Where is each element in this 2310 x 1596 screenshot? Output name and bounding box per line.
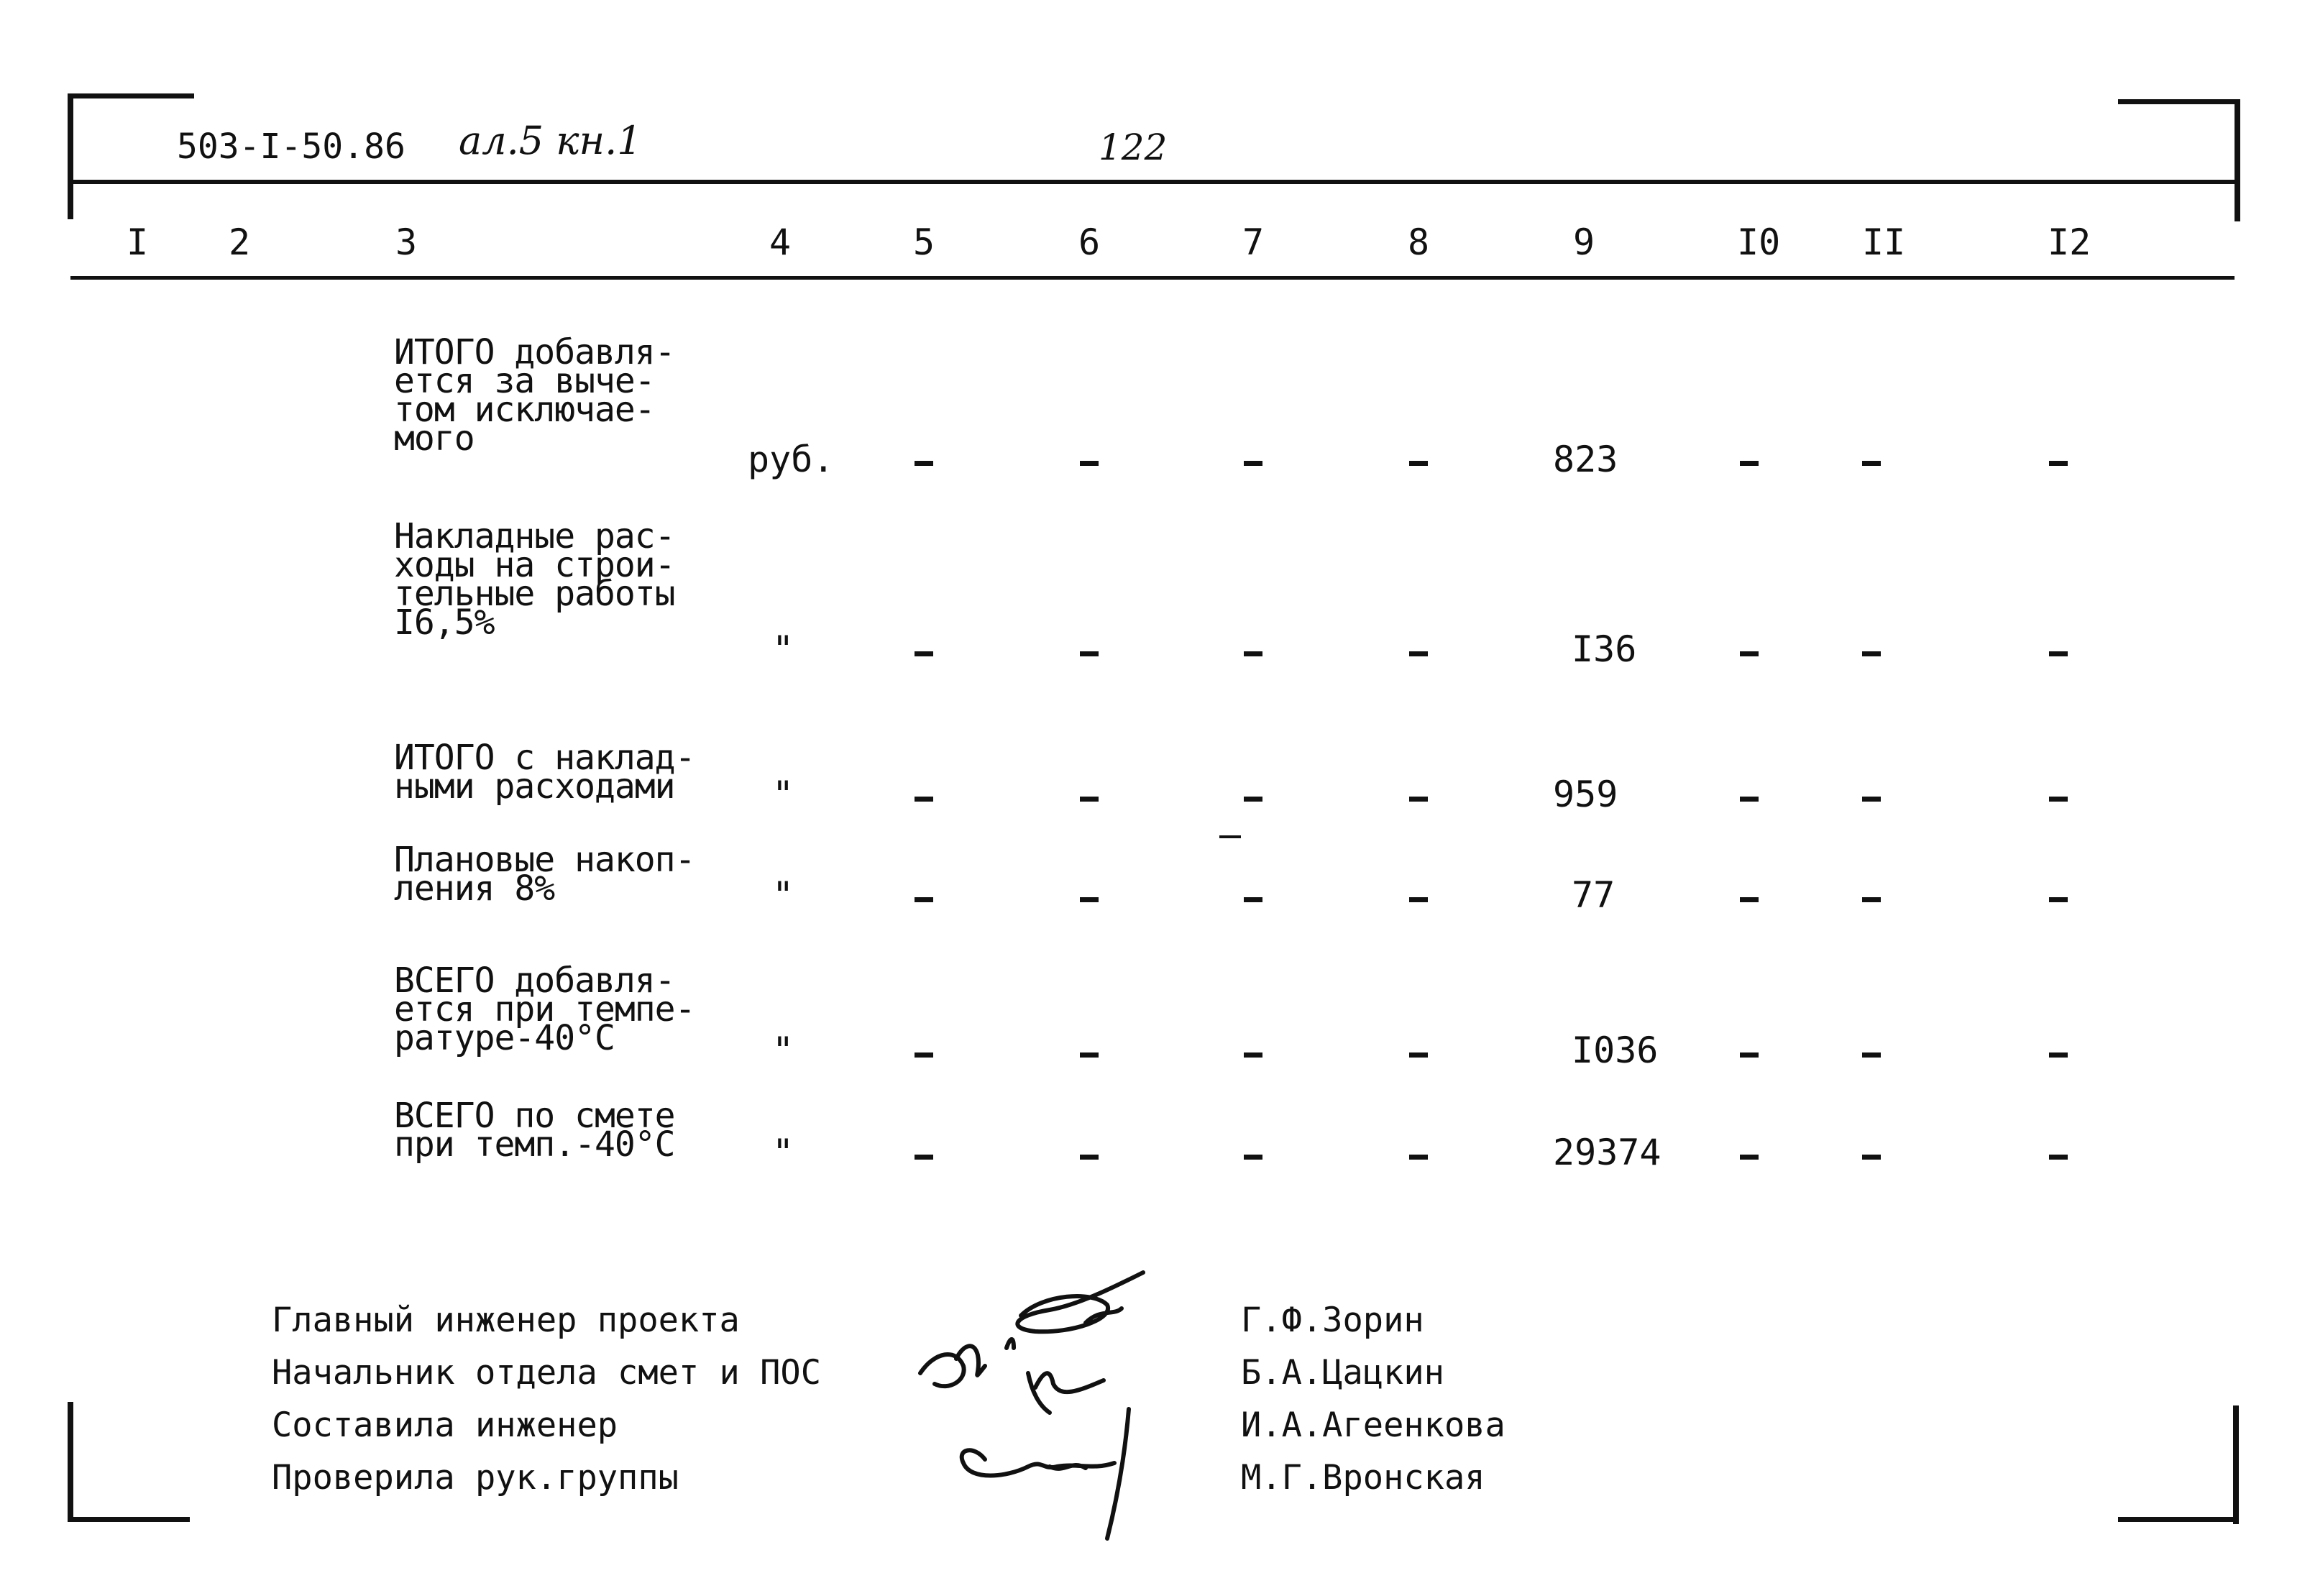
empty-cell-dash xyxy=(1740,1155,1759,1160)
frame-top-right-edge xyxy=(2118,99,2240,104)
empty-cell-dash xyxy=(1244,1155,1262,1160)
empty-cell-dash xyxy=(1080,1052,1099,1058)
frame-right-bottom-edge xyxy=(2233,1405,2239,1524)
row-value: I036 xyxy=(1572,1029,1659,1071)
empty-cell-dash xyxy=(1244,797,1262,802)
empty-cell-dash xyxy=(1862,797,1881,802)
handwritten-signatures xyxy=(906,1265,1222,1553)
signatory-name: Г.Ф.Зорин xyxy=(1241,1301,1424,1340)
empty-cell-dash xyxy=(1862,461,1881,466)
row-label: ИТОГО добавля- ется за выче- том исключае- мого xyxy=(394,332,675,459)
empty-cell-dash xyxy=(1409,1052,1428,1058)
empty-cell-dash xyxy=(915,1155,933,1160)
column-number-11: II xyxy=(1862,221,1906,263)
column-number-7: 7 xyxy=(1242,221,1265,263)
empty-cell-dash xyxy=(1740,797,1759,802)
column-number-9: 9 xyxy=(1573,221,1595,263)
row-label: ВСЕГО по смете при темп.-40°С xyxy=(394,1096,675,1165)
column-number-6: 6 xyxy=(1078,221,1101,263)
row-unit: " xyxy=(772,874,794,916)
column-number-rule xyxy=(70,276,2235,280)
row-label: ИТОГО с наклад- ными расходами xyxy=(394,738,695,807)
empty-cell-dash xyxy=(1740,651,1759,656)
empty-cell-dash xyxy=(915,1052,933,1058)
empty-cell-dash xyxy=(1409,461,1428,466)
row-value: I36 xyxy=(1572,628,1637,670)
signatory-name: Б.А.Цацкин xyxy=(1241,1353,1444,1393)
empty-cell-dash xyxy=(2049,797,2068,802)
empty-cell-dash xyxy=(2049,461,2068,466)
column-number-4: 4 xyxy=(769,221,792,263)
row-value: 29374 xyxy=(1553,1132,1662,1173)
empty-cell-dash xyxy=(1740,897,1759,902)
empty-cell-dash xyxy=(1080,461,1099,466)
frame-bottom-left-edge xyxy=(68,1517,190,1522)
signature-position: Главный инженер проекта xyxy=(272,1301,740,1340)
row-label: Плановые накоп- ления 8% xyxy=(394,840,695,909)
row-label: Накладные рас- ходы на строи- тельные работы I6,5% xyxy=(394,516,675,643)
empty-cell-dash xyxy=(1244,651,1262,656)
empty-cell-dash xyxy=(915,461,933,466)
empty-cell-dash xyxy=(1080,1155,1099,1160)
empty-cell-dash xyxy=(1244,461,1262,466)
signature-position: Составила инженер xyxy=(272,1405,618,1445)
empty-cell-dash xyxy=(1862,1052,1881,1058)
column-number-1: I xyxy=(127,221,149,263)
row-unit: " xyxy=(772,1029,794,1071)
frame-left-bottom-edge xyxy=(68,1402,73,1521)
stray-mark xyxy=(1219,835,1241,838)
empty-cell-dash xyxy=(1080,797,1099,802)
frame-left-top-edge xyxy=(68,93,73,219)
empty-cell-dash xyxy=(1409,797,1428,802)
signatory-name: М.Г.Вронская xyxy=(1241,1458,1485,1498)
empty-cell-dash xyxy=(915,797,933,802)
row-label: ВСЕГО добавля- ется при темпе- ратуре-40°С xyxy=(394,960,695,1058)
album-note: ал.5 кн.1 xyxy=(459,118,642,163)
page-number: 122 xyxy=(1099,127,1168,168)
empty-cell-dash xyxy=(1862,651,1881,656)
column-number-12: I2 xyxy=(2048,221,2091,263)
document-code: 503-I-50.86 xyxy=(177,127,405,167)
signature-vronskaya xyxy=(962,1409,1129,1538)
empty-cell-dash xyxy=(1080,651,1099,656)
column-number-10: I0 xyxy=(1737,221,1781,263)
empty-cell-dash xyxy=(2049,651,2068,656)
signature-position: Начальник отдела смет и ПОС xyxy=(272,1353,822,1393)
signatory-name: И.А.Агеенкова xyxy=(1241,1405,1505,1445)
empty-cell-dash xyxy=(1244,1052,1262,1058)
empty-cell-dash xyxy=(1862,1155,1881,1160)
signature-tsatskin xyxy=(920,1339,1104,1392)
empty-cell-dash xyxy=(2049,1155,2068,1160)
empty-cell-dash xyxy=(1409,651,1428,656)
column-number-3: 3 xyxy=(395,221,418,263)
empty-cell-dash xyxy=(1409,897,1428,902)
empty-cell-dash xyxy=(915,897,933,902)
frame-right-top-edge xyxy=(2235,99,2240,221)
frame-top-left-edge xyxy=(68,93,194,98)
empty-cell-dash xyxy=(2049,1052,2068,1058)
signature-position: Проверила рук.группы xyxy=(272,1458,679,1498)
row-unit: " xyxy=(772,774,794,815)
frame-bottom-right-edge xyxy=(2118,1517,2239,1522)
empty-cell-dash xyxy=(1740,1052,1759,1058)
empty-cell-dash xyxy=(915,651,933,656)
empty-cell-dash xyxy=(1080,897,1099,902)
column-number-2: 2 xyxy=(229,221,251,263)
empty-cell-dash xyxy=(1862,897,1881,902)
column-number-8: 8 xyxy=(1408,221,1430,263)
header-rule xyxy=(68,180,2239,184)
row-unit: " xyxy=(772,1132,794,1173)
row-unit: " xyxy=(772,628,794,670)
row-unit: руб. xyxy=(748,439,835,480)
row-value: 77 xyxy=(1572,874,1615,916)
row-value: 823 xyxy=(1553,439,1618,480)
empty-cell-dash xyxy=(2049,897,2068,902)
row-value: 959 xyxy=(1553,774,1618,815)
empty-cell-dash xyxy=(1244,897,1262,902)
column-number-5: 5 xyxy=(913,221,935,263)
signature-zorin xyxy=(1017,1272,1143,1331)
empty-cell-dash xyxy=(1740,461,1759,466)
empty-cell-dash xyxy=(1409,1155,1428,1160)
